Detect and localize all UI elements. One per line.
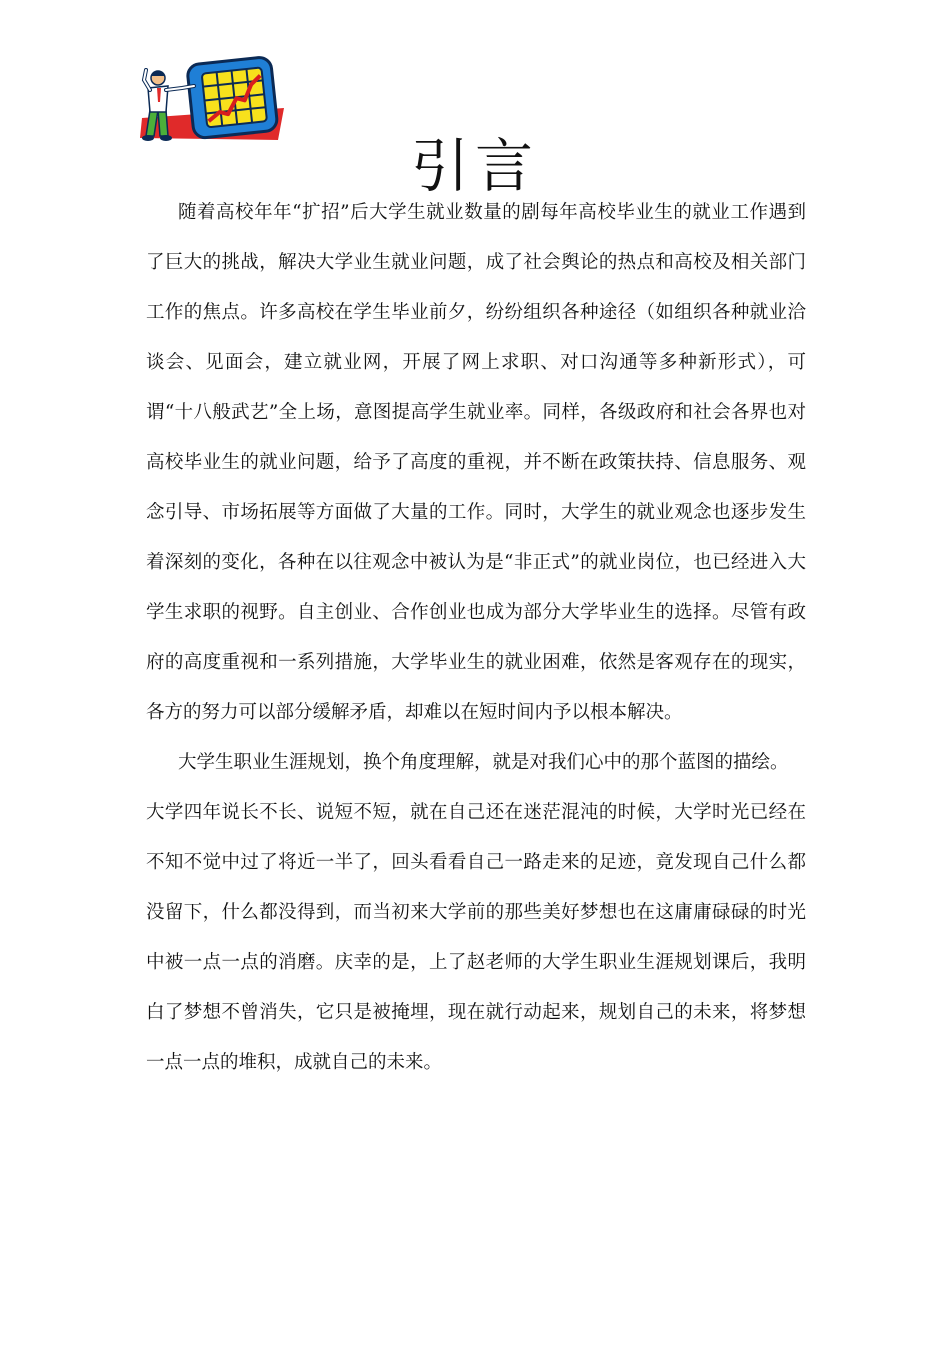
paragraph-four-years: 大学四年说长不长、说短不短，就在自己还在迷茫混沌的时候，大学时光已经在不知不觉中过了将近一半了，回头看看自己一路走来的足迹，竟发现自己什么都没留下，什么都没得到，而当初来大学前的那些美好梦想也在这庸庸碌碌的时光中被一点一点的消磨。庆幸的是，上了赵老师的大学生职业生涯规划课后，我明白了梦想不曾消失，它只是被掩埋，现在就行动起来，规划自己的未来，将梦想一点一点的堆积，成就自己的未来。 <box>146 802 806 1073</box>
document-body <box>146 188 806 1088</box>
paragraph-employment-situation: 随着高校年年“扩招”后大学生就业数量的剧每年高校毕业生的就业工作遇到了巨大的挑战，解决大学业生就业问题，成了社会舆论的热点和高校及相关部门工作的焦点。许多高校在学生毕业前夕，纷纷组织各种途径（如组织各种就业洽谈会、见面会，建立就业网，开展了网上求职、对口沟通等多种新形式），可谓“十八般武艺”全上场，意图提高学生就业率。同样，各级政府和社会各界也对高校毕业生的就业问题，给予了高度的重视，并不断在政策扶持、信息服务、观念引导、市场拓展等方面做了大量的工作。同时，大学生的就业观念也逐步发生着深刻的变化，各种在以往观念中被认为是“非正式”的就业岗位，也已经进入大学生求职的视野。自主创业、合作创业也成为部分大学毕业生的选择。尽管有政府的高度重视和一系列措施，大学毕业生的就业困难，依然是客观存在的现实，各方的努力可以部分缓解矛盾，却难以在短时间内予以根本解决。 <box>146 202 806 723</box>
document-title: 引言 <box>410 132 539 200</box>
paragraph-career-planning: 大学生职业生涯规划，换个角度理解，就是对我们心中的那个蓝图的描绘。 <box>178 752 789 773</box>
chart-monitor <box>187 56 278 138</box>
